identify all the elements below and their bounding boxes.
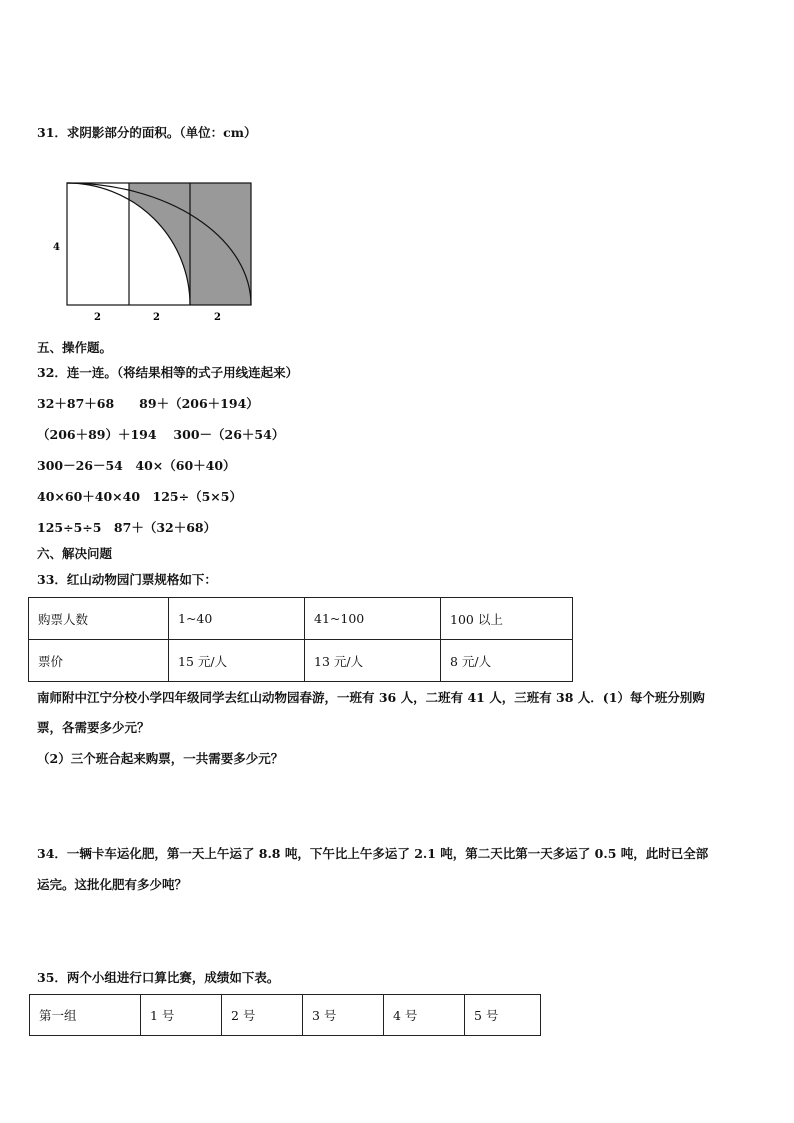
q33-title: 33．红山动物园门票规格如下： <box>37 572 217 587</box>
q32-title: 32．连一连。（将结果相等的式子用线连起来） <box>37 365 299 380</box>
q33-line-3: （2）三个班合起来购票，一共需要多少元？ <box>37 751 284 766</box>
section-5-heading: 五、操作题。 <box>37 340 113 355</box>
table-cell: 购票人数 <box>29 598 169 640</box>
q32-row-1: 32＋87＋68 89＋（206＋194） <box>37 396 259 411</box>
q32-row-5: 125÷5÷5 87＋（32＋68） <box>37 520 217 535</box>
q33-line-2: 票，各需要多少元？ <box>37 720 150 735</box>
table-cell: 2 号 <box>222 995 303 1036</box>
section-6-heading: 六、解决问题 <box>37 546 113 561</box>
table-cell: 4 号 <box>384 995 465 1036</box>
table-cell: 41~100 <box>305 598 441 640</box>
q35-title: 35．两个小组进行口算比赛，成绩如下表。 <box>37 970 280 985</box>
q33-line-1: 南师附中江宁分校小学四年级同学去红山动物园春游，一班有 36 人，二班有 41 人，三班有 38 人．(1）每个班分别购 <box>37 690 705 705</box>
ticket-price-table <box>28 597 573 682</box>
table-cell: 1 号 <box>141 995 222 1036</box>
q32-row-2: （206＋89）＋194 300－（26＋54） <box>37 427 285 442</box>
shaded-area-figure <box>50 176 265 328</box>
table-cell: 第一组 <box>30 995 141 1036</box>
width-label-3: 2 <box>214 312 221 323</box>
table-cell: 13 元/人 <box>305 640 441 682</box>
table-cell: 8 元/人 <box>441 640 573 682</box>
q31-title: 31．求阴影部分的面积。（单位：cm） <box>37 125 257 140</box>
q34-line-1: 34．一辆卡车运化肥，第一天上午运了 8.8 吨，下午比上午多运了 2.1 吨，第二天比第一天多运了 0.5 吨，此时已全部 <box>37 846 709 861</box>
height-label: 4 <box>53 242 60 253</box>
q34-line-2: 运完。这批化肥有多少吨？ <box>37 877 188 892</box>
table-cell: 1~40 <box>169 598 305 640</box>
table-cell: 票价 <box>29 640 169 682</box>
score-table <box>29 994 541 1036</box>
table-cell: 15 元/人 <box>169 640 305 682</box>
width-label-1: 2 <box>94 312 101 323</box>
table-cell: 3 号 <box>303 995 384 1036</box>
table-cell: 5 号 <box>465 995 541 1036</box>
table-cell: 100 以上 <box>441 598 573 640</box>
q32-row-4: 40×60＋40×40 125÷（5×5） <box>37 489 242 504</box>
q32-row-3: 300－26－54 40×（60＋40） <box>37 458 236 473</box>
width-label-2: 2 <box>153 312 160 323</box>
